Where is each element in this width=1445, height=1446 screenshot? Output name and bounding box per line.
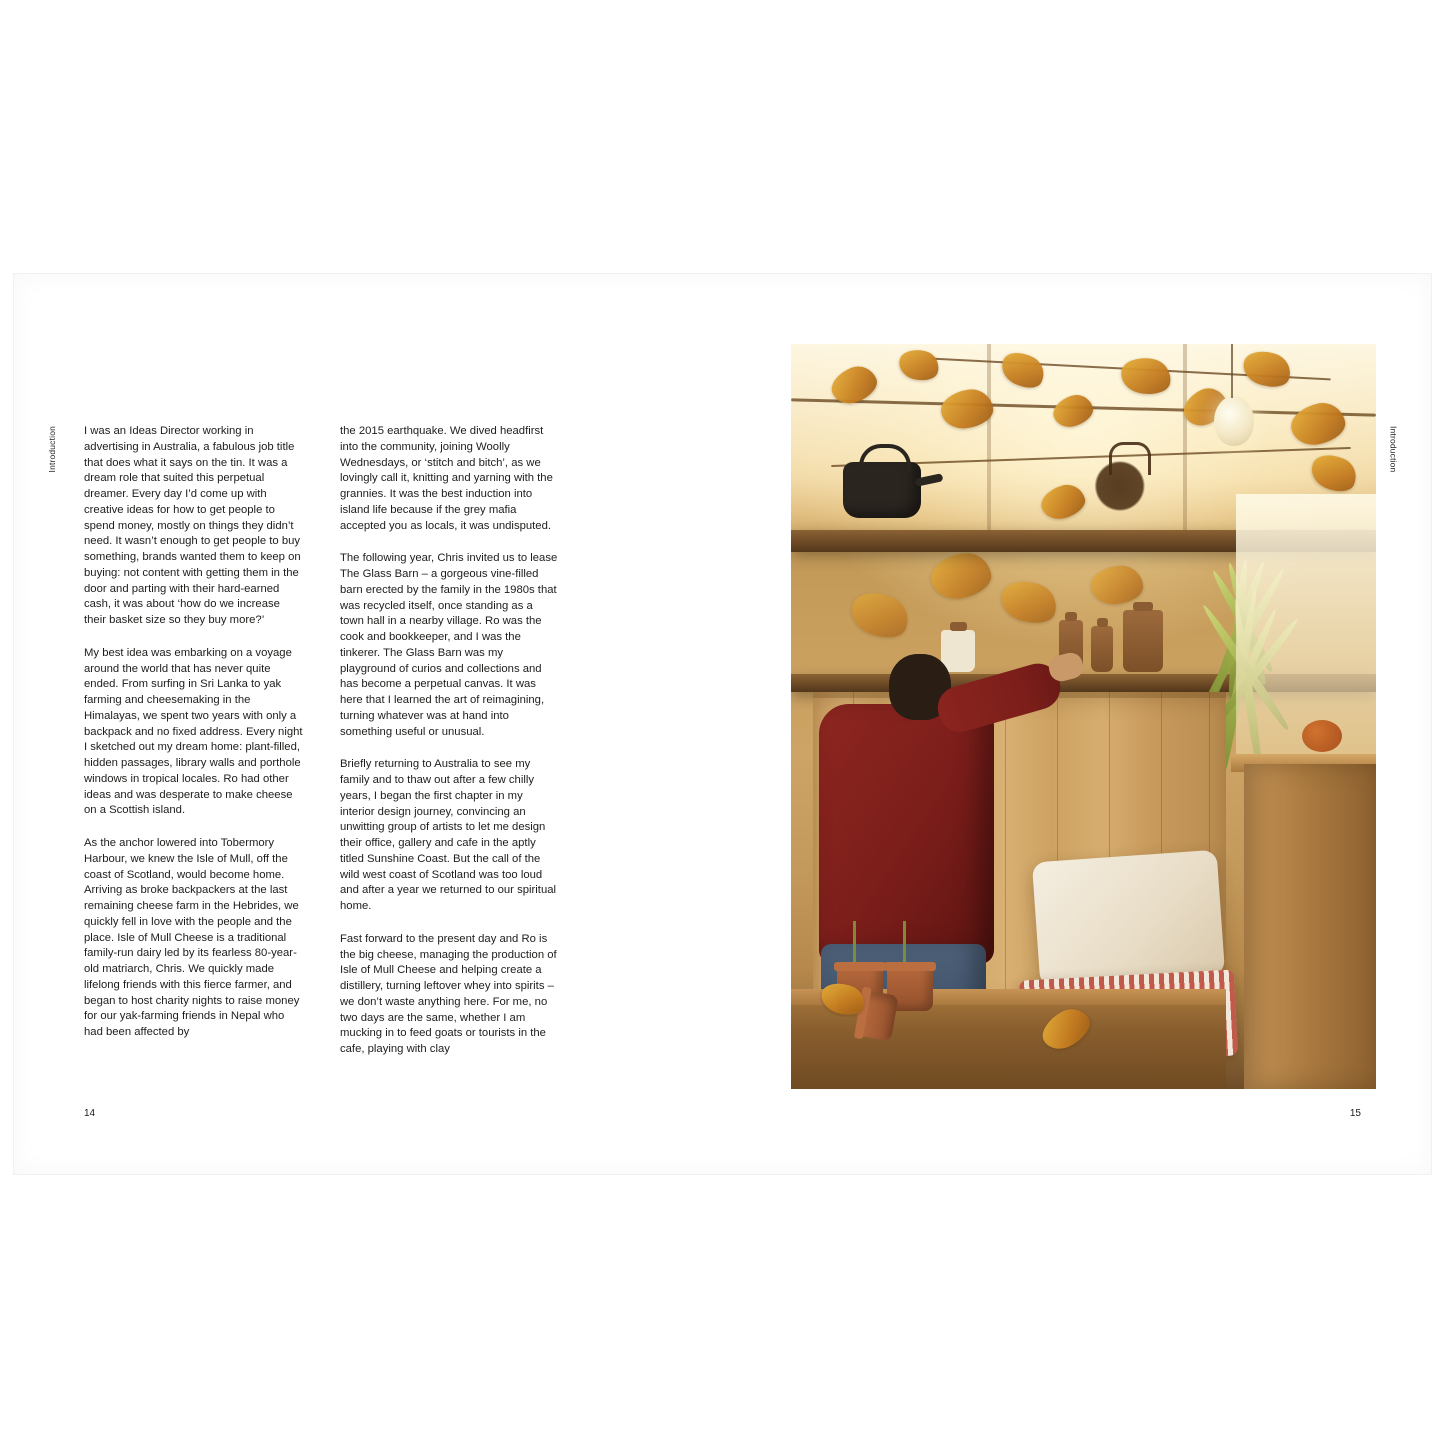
text-columns <box>84 424 559 1058</box>
red-shirt-torso <box>819 704 994 964</box>
kettle <box>843 462 921 518</box>
right-page <box>722 274 1431 1174</box>
paragraph: The following year, Chris invited us to lease The Glass Barn – a gorgeous vine-filled barn erected by the family in the 1980s that was recycled itself, once standing as a town hall in a nearby village. Ro was the cook and bookkeeper, and I was the tinkerer. The Glass Barn was my playground of curios and collections and has become a perpetual canvas. It was here that I learned the art of reimagining, turning whatever was at hand into something useful or unusual. <box>340 552 558 738</box>
running-head-right: Introduction <box>1388 426 1398 473</box>
jar <box>1091 626 1113 672</box>
running-head-left: Introduction <box>47 426 57 473</box>
autumn-leaf <box>845 585 915 646</box>
side-table <box>1244 764 1376 1089</box>
paragraph: I was an Ideas Director working in advertising in Australia, a fabulous job title that does what it says on the tin. It was a dream role that suited this perpetual dreamer. Every day I’d come up with creative ideas for how to get people to spend money, mostly on things they didn’t need. It wasn’t enough to get people to buy something, brands wanted them to keep on buying: not content with getting them in the door and parting with their hard-earned cash, it was about ‘how do we increase their basket size so they buy more?’ <box>84 425 301 626</box>
column-two <box>340 424 559 1058</box>
photograph <box>791 344 1376 1089</box>
page-number-right: 15 <box>1349 1108 1361 1119</box>
paragraph: Briefly returning to Australia to see my family and to thaw out after a few chilly years, I began the first chapter in my interior design journey, convincing an unwitting group of artists to let me design their office, gallery and cafe in the aptly titled Sunshine Coast. But the call of the wild west coast of Scotland was too loud and after a year we returned to our spiritual home. <box>340 758 557 912</box>
autumn-leaf <box>928 549 995 603</box>
light-bulb <box>1214 396 1254 446</box>
paragraph: As the anchor lowered into Tobermory Harbour, we knew the Isle of Mull, off the coast of Scotland, would become home. Arriving as broke backpackers at the last remaining cheese farm in the Hebrides, we quickly fell in love with the people and the place. Isle of Mull Cheese is a traditional family-run dairy led by its fearless 80-year-old matriarch, Chris. We quickly made lifelong friends with this fierce farmer, and began to host charity nights to raise money for our yak-farming friends in Nepal who had been affected by <box>84 837 300 1038</box>
page-number-left: 14 <box>84 1108 96 1119</box>
floral-cushion <box>1032 850 1225 988</box>
window-mullion <box>987 344 991 534</box>
paragraph: Fast forward to the present day and Ro is the big cheese, managing the production of Isle of Mull Cheese and helping create a distillery, turning leftover whey into spirits – we don’t waste anything here. For me, no two days are the same, whether I am mucking in to feed goats or tourists in the cafe, playing with clay <box>340 932 557 1055</box>
autumn-leaf <box>1090 564 1145 606</box>
squash <box>1302 720 1342 752</box>
paragraph: the 2015 earthquake. We dived headfirst into the community, joining Woolly Wednesdays, or ‘stitch and bitch’, as we lovingly call it, knitting and yarning with the grannies. It was the best induction into island life because if the grey mafia accepted you as locals, it was undisputed. <box>340 425 553 532</box>
photograph-image <box>791 344 1376 1089</box>
paragraph: My best idea was embarking on a voyage around the world that has never quite ended. From surfing in Sri Lanka to yak farming and cheesemaking in the Himalayas, we spent two years with only a backpack and no fixed address. Every night I sketched out my dream home: plant-filled, hidden passages, library walls and porthole windows in tropical locales. Ro had other ideas and was desperate to make cheese on a Scottish island. <box>84 646 303 817</box>
column-one <box>84 424 303 1058</box>
side-window <box>1236 494 1376 764</box>
stag-ornament <box>1091 444 1163 514</box>
left-page <box>14 274 722 1174</box>
jug <box>1123 610 1163 672</box>
book-spread <box>14 274 1431 1174</box>
autumn-leaf <box>996 574 1062 629</box>
